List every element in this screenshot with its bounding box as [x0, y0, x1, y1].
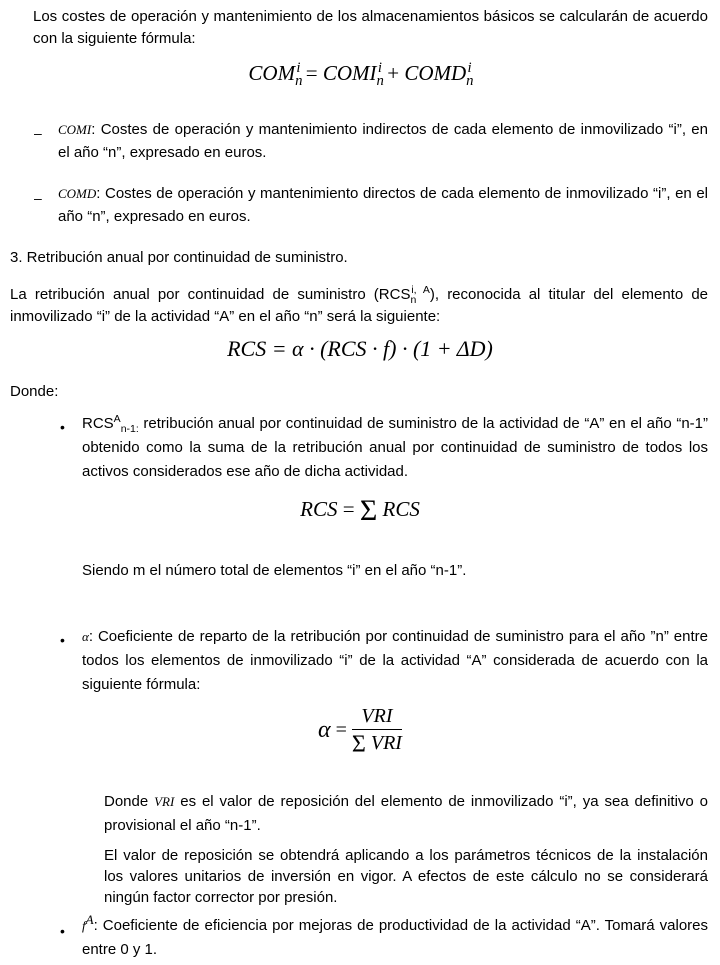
- symbol-comd: COMD: [58, 186, 97, 201]
- symbol-vri: VRI: [154, 794, 175, 809]
- bullet-glyph: •: [60, 923, 65, 939]
- bullet-glyph: •: [60, 632, 65, 648]
- intro-paragraph: Los costes de operación y mantenimiento de los almacenamientos básicos se calcularán de acuerdo con la siguiente fórmula:: [33, 8, 708, 47]
- symbol-alpha: α: [82, 629, 89, 644]
- section-heading: 3. Retribución anual por continuidad de suministro.: [10, 249, 348, 266]
- symbol-comi: COMI: [58, 122, 92, 137]
- definition-comi: COMI: Costes de operación y mantenimiento indirectos de cada elemento de inmovilizado “i”, en el año “n”, expresado en euros.: [58, 121, 708, 161]
- retribution-paragraph: La retribución anual por continuidad de suministro $(RCS_n^{i, A})$, reconocida al titular del elemento de inmovilizado “i” de la actividad “A” en el año “n” será la siguiente:: [10, 284, 709, 325]
- dash-marker: –: [34, 190, 42, 206]
- formula-rcs: RCS = α · (RCS · f) · (1 + ΔD): [227, 336, 493, 361]
- symbol-f: f: [82, 918, 86, 933]
- bullet-glyph: •: [60, 419, 65, 435]
- bullet-f-text: $f^A$: Coeficiente de eficiencia por mejoras de productividad de la actividad “A”. Tomará valores entre 0 y 1.: [82, 912, 708, 958]
- siendo-text: Siendo m el número total de elementos “i” en el año “n-1”.: [82, 562, 467, 579]
- definition-comd: COMD: Costes de operación y mantenimiento directos de cada elemento de inmovilizado “i”, en el año “n”, expresado en euros.: [58, 185, 708, 225]
- formula-com: $COM_n^i$ = $COMI_n^i$ + $COMD_n^i$: [248, 60, 474, 90]
- donde-label: Donde:: [10, 383, 59, 400]
- bullet-rcs-text: $RCS^A_{n-1:}$ retribución anual por continuidad de suministro de la actividad de “A” en el año “n-1” obtenido como la suma de la retribución anual por continuidad de suministro de todos los activos considerados ese año de dicha actividad.: [82, 413, 708, 480]
- donde-vri-text: Donde VRI es el valor de reposición del elemento de inmovilizado “i”, ya sea definitivo o provisional el año “n-1”.: [104, 793, 709, 834]
- bullet-alpha-text: α: Coeficiente de reparto de la retribución por continuidad de suministro para el año ”n” entre todos los elementos de inmovilizado “i” de la actividad “A” considerada de acuerdo con la siguiente fórmula:: [82, 628, 708, 693]
- formula-sum-rcs: RCS = Σ RCS: [300, 494, 420, 528]
- dash-marker: –: [34, 125, 42, 141]
- valor-reposicion-text: El valor de reposición se obtendrá aplicando a los parámetros técnicos de la instalación los valores unitarios de inversión en vigor. A efectos de este cálculo no se considerará ningún factor corrector por presión.: [104, 847, 708, 906]
- formula-alpha: α = $\frac{\text{VRI}}{\text{Σ VRI}}$: [318, 705, 402, 758]
